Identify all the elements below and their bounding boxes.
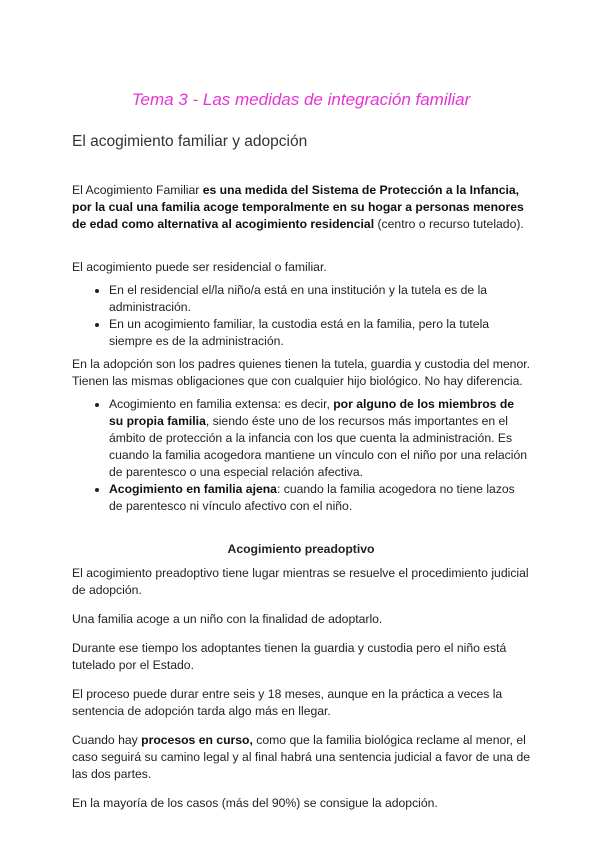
preadoptivo-heading: Acogimiento preadoptivo: [227, 542, 375, 556]
preadoptivo-p1: El acogimiento preadoptivo tiene lugar mientras se resuelve el procedimiento judicial de adopción.: [72, 566, 529, 597]
list-item-extensa: [109, 396, 530, 481]
types-list: [72, 282, 530, 350]
p5-pre: Cuando hay: [72, 733, 142, 747]
preadoptivo-p5: [72, 732, 530, 783]
adoption-note: En la adopción son los padres quienes tienen la tutela, guardia y custodia del menor. Tienen las mismas obligaciones que con cualquier hijo biológico. No hay diferencia.: [72, 357, 531, 388]
ajena-post: : cuando la familia acogedora no tiene lazos de parentesco ni vínculo afectivo con el niño.: [109, 482, 515, 513]
list-item: • En un acogimiento familiar, la custodia está en la familia, pero la tutela siempre es de la administración.: [109, 316, 530, 350]
list-item: • En el residencial el/la niño/a está en una institución y la tutela es de la administración.: [109, 282, 530, 316]
types-intro: El acogimiento puede ser residencial o familiar.: [72, 260, 327, 274]
list-item-ajena: [109, 481, 530, 515]
section-subtitle: El acogimiento familiar y adopción: [72, 133, 308, 150]
preadoptivo-p4: El proceso puede durar entre seis y 18 meses, aunque en la práctica a veces la sentencia de adopción tarda algo más en llegar.: [72, 687, 503, 718]
extensa-bold: por alguno de los miembros de su propia familia: [109, 397, 515, 428]
family-types-list: [72, 396, 530, 515]
intro-text-end: (centro o recurso tutelado).: [374, 217, 524, 231]
preadoptivo-p2: Una familia acoge a un niño con la finalidad de adoptarlo.: [72, 612, 383, 626]
intro-bold-text: es una medida del Sistema de Protección a la Infancia, por la cual una familia acoge temporalmente en su hogar a personas menores de edad como alternativa al acogimiento residencial: [72, 183, 524, 231]
intro-text: El Acogimiento Familiar: [72, 183, 203, 197]
preadoptivo-p6: En la mayoría de los casos (más del 90%) se consigue la adopción.: [72, 796, 438, 810]
intro-paragraph: [72, 182, 530, 233]
ajena-bold: Acogimiento en familia ajena: [109, 482, 277, 496]
p5-post: como que la familia biológica reclame al menor, el caso seguirá su camino legal y al final habrá una sentencia judicial a favor de una de las dos partes.: [72, 733, 530, 781]
extensa-pre: Acogimiento en familia extensa: es decir,: [109, 397, 334, 411]
document-content: [72, 89, 530, 812]
p5-bold: procesos en curso,: [141, 733, 253, 747]
preadoptivo-p3: Durante ese tiempo los adoptantes tienen la guardia y custodia pero el niño está tutelado por el Estado.: [72, 641, 507, 672]
extensa-post: , siendo éste uno de los recursos más importantes en el ámbito de protección a la infancia con los que cuenta la administración. Es cuando la familia acogedora mantiene un vínculo con el niño por una relación de parentesco o una especial relación afectiva.: [109, 414, 528, 479]
page-title: Tema 3 - Las medidas de integración familiar: [131, 90, 471, 109]
